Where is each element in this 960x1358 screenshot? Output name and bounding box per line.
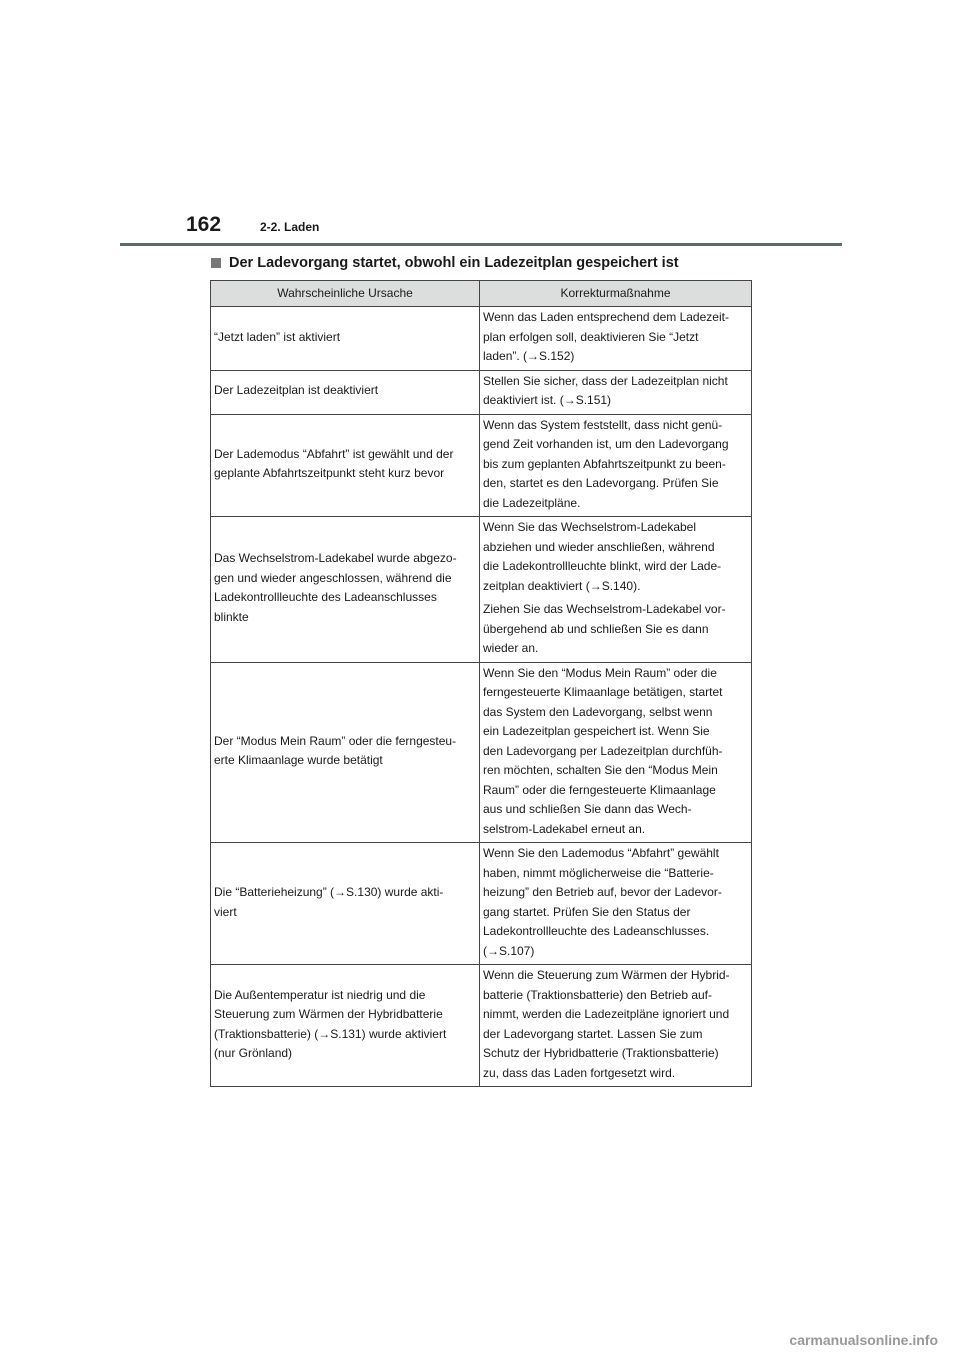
watermark-url: carmanualsonline.info <box>789 1332 938 1348</box>
cause-text: Der Lademodus “Abfahrt” ist gewählt und der geplante Abfahrtszeitpunkt steht kurz bevor <box>214 446 454 481</box>
cause-text: Die Außentemperatur ist niedrig und die Steuerung zum Wärmen der Hybridbatterie (Traktionsbatterie) (→S.131) wurde aktiviert (nur Grönland) <box>214 987 447 1060</box>
cause-text: “Jetzt laden” ist aktiviert <box>214 329 341 344</box>
section-heading <box>211 255 679 271</box>
cause-cell <box>211 517 480 663</box>
square-bullet-icon <box>211 258 221 268</box>
table-header-row <box>211 281 752 307</box>
cause-cell <box>211 843 480 965</box>
page-number: 162 <box>186 213 222 236</box>
heading-text: Der Ladevorgang startet, obwohl ein Ladezeitplan gespeichert ist <box>229 255 679 271</box>
action-text: Wenn das Laden entsprechend dem Ladezeit- plan erfolgen soll, deaktivieren Sie “Jetzt laden”. (→S.152) <box>483 310 729 363</box>
table-row <box>211 414 752 517</box>
cause-cell <box>211 370 480 414</box>
header-divider <box>120 243 842 246</box>
action-text: Wenn Sie das Wechselstrom-Ladekabel abziehen und wieder anschließen, während die Ladekontrollleuchte blinkt, wird der Lade- zeitplan deaktiviert (→S.140). <box>483 520 722 593</box>
action-text: Ziehen Sie das Wechselstrom-Ladekabel vor- übergehend ab und schließen Sie es dann wieder an. <box>483 602 726 655</box>
action-text: Stellen Sie sicher, dass der Ladezeitplan nicht deaktiviert ist. (→S.151) <box>483 373 728 407</box>
action-text: Wenn die Steuerung zum Wärmen der Hybrid- batterie (Traktionsbatterie) den Betrieb auf- nimmt, werden die Ladezeitpläne ignoriert und der Ladevorgang startet. Lassen Sie zum Schutz der Hybridbatterie (Traktionsbatterie) zu, dass das Laden fortgesetzt wird. <box>483 968 730 1080</box>
table-row <box>211 370 752 414</box>
column-header-action: Korrekturmaßnahme <box>480 281 752 307</box>
action-cell <box>480 517 752 663</box>
section-title: 2-2. Laden <box>260 220 320 234</box>
table-row <box>211 662 752 843</box>
action-cell <box>480 843 752 965</box>
table-row <box>211 517 752 663</box>
action-cell <box>480 965 752 1087</box>
action-text: Wenn Sie den Lademodus “Abfahrt” gewählt haben, nimmt möglicherweise die “Batterie- heizung” den Betrieb auf, bevor der Ladevor- gang startet. Prüfen Sie den Status der Ladekontrollleuchte des Ladeanschlusses. (→S.107) <box>483 846 722 958</box>
action-cell <box>480 370 752 414</box>
column-header-cause: Wahrscheinliche Ursache <box>211 281 480 307</box>
cause-cell <box>211 307 480 371</box>
cause-text: Der Ladezeitplan ist deaktiviert <box>214 383 379 398</box>
table-row <box>211 843 752 965</box>
table-row <box>211 307 752 371</box>
action-text: Wenn das System feststellt, dass nicht genü- gend Zeit vorhanden ist, um den Ladevorgang bis zum geplanten Abfahrtszeitpunkt zu been- den, startet es den Ladevorgang. Prüfen Sie die Ladezeitpläne. <box>483 417 729 510</box>
cause-cell <box>211 662 480 843</box>
cause-text: Der “Modus Mein Raum” oder die ferngesteu- erte Klimaanlage wurde betätigt <box>214 733 457 768</box>
cause-cell <box>211 965 480 1087</box>
cause-text: Die “Batterieheizung” (→S.130) wurde akti- viert <box>214 885 444 919</box>
cause-text: Das Wechselstrom-Ladekabel wurde abgezo- gen und wieder angeschlossen, während die Ladekontrollleuchte des Ladeanschlusses blinkte <box>214 551 457 624</box>
table-row <box>211 965 752 1087</box>
action-cell <box>480 662 752 843</box>
cause-cell <box>211 414 480 517</box>
troubleshooting-table <box>210 280 752 1087</box>
action-text: Wenn Sie den “Modus Mein Raum” oder die ferngesteuerte Klimaanlage betätigen, startet das System den Ladevorgang, selbst wenn ein Ladezeitplan gespeichert ist. Wenn Sie den Ladevorgang per Ladezeitplan durchfüh- ren möchten, schalten Sie den “Modus Mein Raum” oder die ferngesteuerte Klimaanlage aus und schließen Sie dann das Wech- selstrom-Ladekabel erneut an. <box>483 665 723 836</box>
action-cell <box>480 414 752 517</box>
action-cell <box>480 307 752 371</box>
